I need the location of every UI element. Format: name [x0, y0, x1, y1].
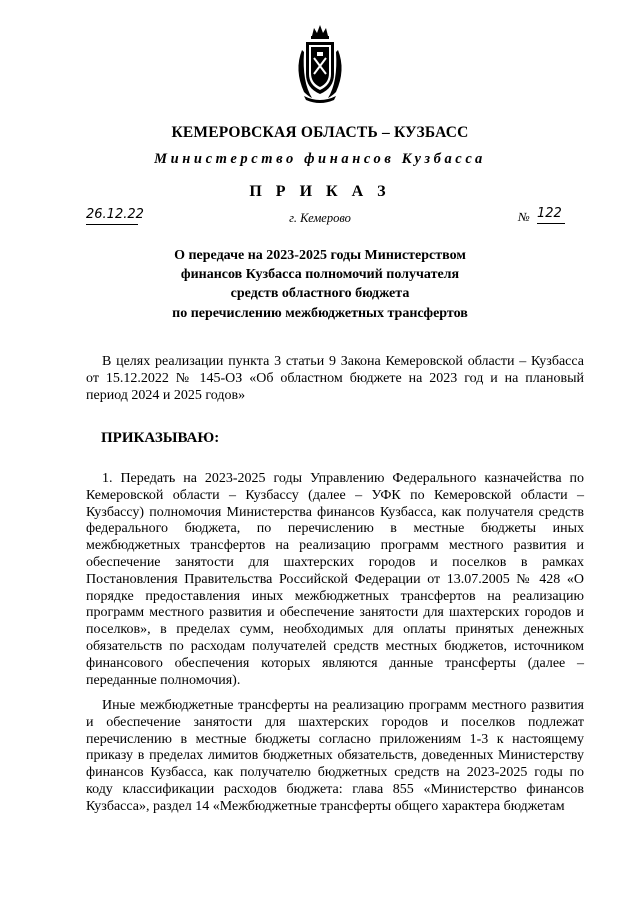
region-title: КЕМЕРОВСКАЯ ОБЛАСТЬ – КУЗБАСС [171, 124, 469, 141]
order-number: 122 [537, 205, 565, 224]
document-type: П Р И К А З [249, 183, 391, 200]
paragraph-2: Иные межбюджетные трансферты на реализацию программ местного развития и обеспечение занятости для шахтерских городов и поселков подлежат перечислению в местные бюджеты согласно приложениям 1-3 к настоящему приказу в пределах лимитов бюджетных обязательств, доведенных Министерству финансов Кузбасса, как получателю бюджетных средств на 2023-2025 годы по коду классификации расходов бюджета: глава 855 «Министерство финансов Кузбасса», раздел 14 «Межбюджетные трансферты общего характера бюджетам [86, 698, 584, 814]
subject-line: О передаче на 2023-2025 годы Министерством [174, 248, 466, 263]
preamble-paragraph: В целях реализации пункта 3 статьи 9 Закона Кемеровской области – Кузбасса от 15.12.2022 № 145-ОЗ «Об областном бюджете на 2023 год и на плановый период 2024 и 2025 годов» [86, 354, 584, 403]
order-city: г. Кемерово [289, 211, 351, 225]
order-subject [0, 246, 640, 323]
subject-line: по перечислению межбюджетных трансфертов [172, 305, 468, 321]
subject-line: финансов Кузбасса полномочий получателя [180, 267, 460, 283]
order-date: 26.12.22 [86, 206, 138, 225]
order-number-label: № [518, 210, 530, 224]
subject-line: средств областного бюджета [230, 286, 410, 302]
coat-of-arms-icon [292, 22, 348, 104]
ministry-name: Министерство финансов Кузбасса [154, 151, 486, 167]
order-word: ПРИКАЗЫВАЮ: [101, 430, 220, 446]
paragraph-1: 1. Передать на 2023-2025 годы Управлению Федерального казначейства по Кемеровской области – Кузбассу (далее – УФК по Кемеровской области – Кузбассу) полномочия Министерства финансов Кузбасса, как получателя средств федерального бюджета, по перечислению в местные бюджеты иных межбюджетных трансфертов на реализацию программ местного развития и обеспечение занятости для шахтерских городов и поселков в рамках Постановления Правительства Российской Федерации от 13.07.2005 № 428 «О порядке предоставления иных межбюджетных трансфертов на реализацию программ местного развития и обеспечение занятости для шахтерских городов и поселков», в пределах сумм, необходимых для оплаты принятых денежных обязательств по расходам получателей средств местных бюджетов, источником финансового обеспечения которых являются данные трансферты (далее – переданные полномочия). [86, 471, 584, 688]
